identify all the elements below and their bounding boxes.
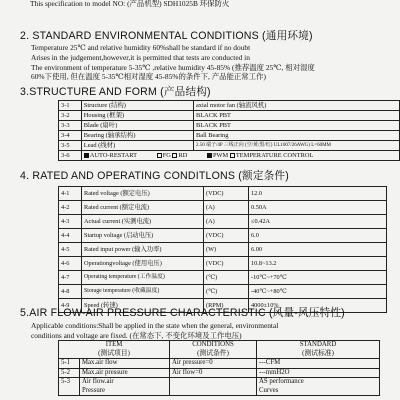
- table-row: 5-3 Air flow.air Pressure AS performance Curves: [59, 378, 380, 396]
- sec2-line-2: Arises in the judgement,however,it is permitted that tests are conducted in: [31, 53, 250, 62]
- table-row: 4-6 Operationgvoltage (使用电压) (VDC) 10.8~13.2: [59, 257, 387, 271]
- sec2-line-3: The environment of temperature 5-35℃ ,relative humidity 45-85% (推荐温度 25℃, 相对湿度: [31, 63, 315, 72]
- rated-conditions-table: [58, 186, 387, 313]
- unchecked-box-icon: [172, 153, 177, 158]
- sec2-line-4: 60%下使用, 但在温度 5-35℃相对湿度 45-85%的条件下, 产品能正常工作): [31, 72, 266, 81]
- table-row: 4-3 Actual current (实测电流) (A) ≤0.42A: [59, 215, 387, 229]
- airflow-table: [58, 340, 380, 396]
- table-row: 5-1 Max.air flow Air pressure=0 ---CFM: [59, 359, 380, 369]
- section-4-title: 4. RATED AND OPERATING CONDITLONS (额定条件): [20, 170, 289, 182]
- table-row: 4-5 Rated input power (输入功率) (W) 6.00: [59, 243, 387, 257]
- table-row: 4-7 Operating temperature (工作温度) (℃) -10℃~+70℃: [59, 271, 387, 285]
- table-row: 4-2 Rated current (额定电流) (A) 0.50A: [59, 201, 387, 215]
- table-row: 3-5 Lead (线材) 2.50 端子/4P 三线正向 (空/黄/黑/红) UL1007/26AWG) L=60MM: [59, 141, 400, 151]
- unchecked-box-icon: [157, 153, 162, 158]
- table-row: 3-1 Structure (结构) axial motor fan (轴流风机): [59, 101, 400, 111]
- section-2-title: 2. STANDARD ENVIRONMENTAL CONDITIONS (通用环境): [20, 30, 313, 42]
- table-row: 3-3 Blade (扇叶) BLACK PBT: [59, 121, 400, 131]
- table-row: 4-4 Startup voltage (启动电压) (VDC) 6.0: [59, 229, 387, 243]
- table-row: 3-4 Bearing (轴承结构) Ball Bearing: [59, 131, 400, 141]
- table-row: 3-6 AUTO-RESTART FG RD PWM TEMPERATURE CONTROL: [59, 151, 400, 161]
- table-row: 4-8 Storage temperature (收藏温度) (℃) -40℃~+80℃: [59, 285, 387, 299]
- table-row: 4-9 Speed (转速) (RPM) 4000±10%: [59, 299, 387, 313]
- unchecked-box-icon: [230, 153, 235, 158]
- table-row: 5-2 Max.air pressure Air flow=0 ---mmH2O: [59, 368, 380, 378]
- sec2-line-1: Temperature 25℃ and relative humidity 60%shall be standard if no doubt: [31, 43, 251, 52]
- structure-table: [58, 100, 400, 161]
- table-row: 3-2 Housing (框架) BLACK PBT: [59, 111, 400, 121]
- table-row: 4-1 Rated voltage (额定电压) (VDC) 12.0: [59, 187, 387, 201]
- top-line: This specification to model NO: (产品机型) SDH1025B 环保防火: [30, 0, 230, 8]
- section-5-title: 5.AIR FLOW-AIR PRESSURE CHARACTERISTIC (风量-风压特性): [20, 307, 345, 319]
- table-header: ITEM (测试项目) CONDITIONS (测试条件) STANDARD (测试标准): [59, 341, 380, 359]
- sec5-line-1: Applicable conditions:Shall be applied in the state when the general, environmental: [31, 321, 279, 330]
- options-row: AUTO-RESTART FG RD PWM TEMPERATURE CONTROL: [81, 151, 399, 161]
- sec5-line-2: conditions and voltage are fixed. (在常态下, 不变化环境及工作电压): [31, 331, 242, 340]
- section-3-title: 3.STRUCTURE AND FORM (产品结构): [20, 86, 211, 98]
- checked-box-icon: [84, 153, 89, 158]
- checked-box-icon: [207, 153, 212, 158]
